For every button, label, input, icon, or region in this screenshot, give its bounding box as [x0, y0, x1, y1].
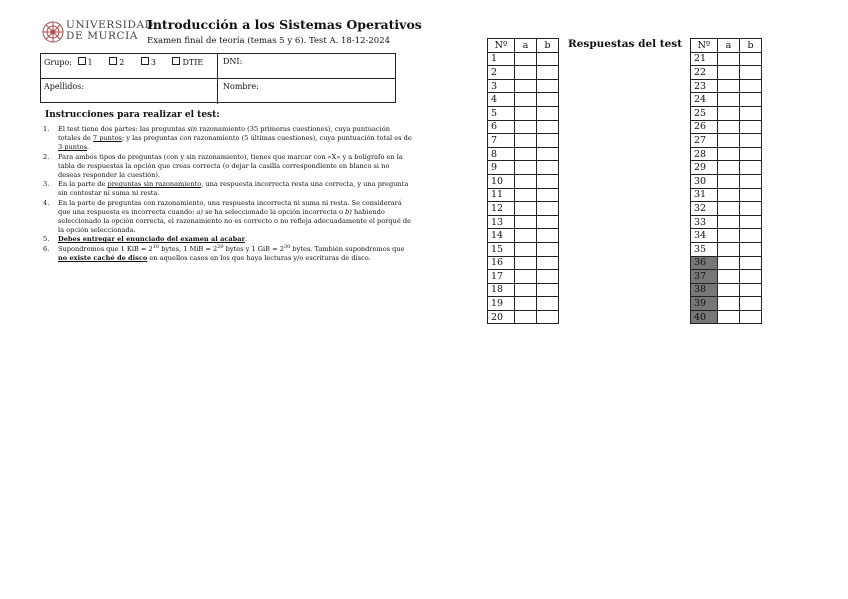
- answer-row: [691, 297, 762, 311]
- question-number: 26: [691, 120, 718, 134]
- answer-row: [691, 93, 762, 107]
- answer-cell-b[interactable]: [740, 147, 762, 161]
- instruction-text: ; y las preguntas: [121, 134, 180, 143]
- student-info-box: [40, 53, 396, 103]
- instruction-text: razonamiento (35 primeras cuestiones), cuya puntuación totales de: [58, 125, 390, 143]
- answer-cell-a[interactable]: [718, 79, 740, 93]
- instructions-title: Instrucciones para realizar el test:: [45, 110, 220, 120]
- answer-cell-b[interactable]: [537, 79, 559, 93]
- instruction-emphasis: b): [345, 207, 352, 216]
- answer-cell-b[interactable]: [740, 106, 762, 120]
- answer-cell-a[interactable]: [515, 106, 537, 120]
- question-number: 21: [691, 52, 718, 66]
- answer-cell-b[interactable]: [537, 120, 559, 134]
- instruction-text: bytes, 1 MiB = 2: [159, 244, 218, 253]
- answer-cell-b[interactable]: [740, 310, 762, 324]
- answer-row: [691, 229, 762, 243]
- answer-cell-b[interactable]: [537, 174, 559, 188]
- question-number: 10: [488, 174, 515, 188]
- answer-cell-b[interactable]: [740, 174, 762, 188]
- answer-cell-a[interactable]: [515, 134, 537, 148]
- question-number: 22: [691, 66, 718, 80]
- answer-cell-a[interactable]: [718, 174, 740, 188]
- question-number: 31: [691, 188, 718, 202]
- answer-cell-b[interactable]: [537, 52, 559, 66]
- question-number: 17: [488, 270, 515, 284]
- question-number: 33: [691, 215, 718, 229]
- question-number: 20: [488, 310, 515, 324]
- answer-row: [488, 147, 559, 161]
- answer-cell-b[interactable]: [740, 229, 762, 243]
- answer-cell-b[interactable]: [537, 134, 559, 148]
- answer-cell-a[interactable]: [515, 283, 537, 297]
- answer-cell-b[interactable]: [537, 66, 559, 80]
- col-number-header: Nº: [488, 39, 515, 53]
- instructions-list: [43, 125, 413, 263]
- answer-row: [488, 161, 559, 175]
- answer-cell-b[interactable]: [537, 283, 559, 297]
- answer-row: [488, 242, 559, 256]
- answer-cell-b[interactable]: [537, 270, 559, 284]
- instruction-bold-underline: Debes entregar el enunciado del examen al acabar: [58, 235, 246, 244]
- instruction-text: razonamiento (5 últimas cuestiones), cuya puntuación total es de: [191, 134, 412, 143]
- answer-cell-b[interactable]: [537, 202, 559, 216]
- student-info-row-2: [41, 79, 395, 104]
- logo-line1: UNIVERSIDAD: [66, 19, 154, 31]
- answer-table-2: [690, 38, 762, 324]
- answer-cell-b[interactable]: [537, 229, 559, 243]
- instruction-text: en aquellos casos en los que haya lecturas y/o escrituras de disco.: [147, 253, 371, 262]
- group-1-label: 1: [87, 58, 93, 67]
- answer-row: [691, 134, 762, 148]
- logo-text: [66, 20, 154, 42]
- answer-cell-a[interactable]: [515, 310, 537, 324]
- answer-cell-b[interactable]: [740, 134, 762, 148]
- answer-row: [691, 283, 762, 297]
- answer-cell-b[interactable]: [537, 215, 559, 229]
- answer-cell-b[interactable]: [740, 256, 762, 270]
- question-number: 39: [691, 297, 718, 311]
- answer-cell-a[interactable]: [515, 297, 537, 311]
- answer-cell-a[interactable]: [515, 256, 537, 270]
- answer-row: [691, 242, 762, 256]
- answer-cell-b[interactable]: [740, 79, 762, 93]
- question-number: 35: [691, 242, 718, 256]
- answer-table-header: [488, 39, 559, 53]
- instruction-emphasis: con: [179, 134, 192, 143]
- answer-row: [488, 297, 559, 311]
- answer-row: [691, 79, 762, 93]
- answer-cell-a[interactable]: [515, 161, 537, 175]
- instruction-item: [43, 245, 413, 263]
- instruction-text: bytes. También supondremos que: [290, 244, 405, 253]
- question-number: 29: [691, 161, 718, 175]
- university-seal-icon: [40, 18, 68, 46]
- answer-table-1: [487, 38, 559, 324]
- question-number: 24: [691, 93, 718, 107]
- question-number: 38: [691, 283, 718, 297]
- answer-cell-a[interactable]: [515, 174, 537, 188]
- answer-cell-a[interactable]: [718, 52, 740, 66]
- answer-cell-b[interactable]: [537, 310, 559, 324]
- group-dtie-checkbox[interactable]: [172, 57, 180, 65]
- col-number-header: Nº: [691, 39, 718, 53]
- answer-row: [691, 161, 762, 175]
- answer-cell-a[interactable]: [718, 188, 740, 202]
- question-number: 15: [488, 242, 515, 256]
- answer-row: [691, 215, 762, 229]
- answer-cell-a[interactable]: [718, 161, 740, 175]
- group-3-checkbox[interactable]: [141, 57, 149, 65]
- group-dtie-label: DTIE: [182, 58, 204, 67]
- answer-cell-a[interactable]: [718, 66, 740, 80]
- answer-cell-a[interactable]: [718, 120, 740, 134]
- answer-cell-b[interactable]: [740, 188, 762, 202]
- answer-cell-b[interactable]: [740, 242, 762, 256]
- answer-table-body: [488, 52, 559, 324]
- answer-cell-a[interactable]: [718, 242, 740, 256]
- answer-cell-b[interactable]: [740, 161, 762, 175]
- answer-cell-a[interactable]: [718, 256, 740, 270]
- group-2-checkbox[interactable]: [109, 57, 117, 65]
- instruction-item: [43, 153, 413, 181]
- answer-cell-a[interactable]: [718, 147, 740, 161]
- answer-table-header: [691, 39, 762, 53]
- group-3-label: 3: [150, 58, 156, 67]
- group-field: [44, 57, 203, 67]
- answer-cell-b[interactable]: [537, 161, 559, 175]
- question-number: 27: [691, 134, 718, 148]
- instruction-item: [43, 199, 413, 236]
- answer-row: [691, 106, 762, 120]
- answer-cell-b[interactable]: [740, 66, 762, 80]
- answer-cell-a[interactable]: [718, 310, 740, 324]
- question-number: 36: [691, 256, 718, 270]
- answer-row: [691, 52, 762, 66]
- answer-cell-a[interactable]: [515, 93, 537, 107]
- col-a-header: a: [515, 39, 537, 53]
- answer-row: [488, 229, 559, 243]
- question-number: 25: [691, 106, 718, 120]
- question-number: 28: [691, 147, 718, 161]
- answer-cell-b[interactable]: [537, 256, 559, 270]
- answer-cell-a[interactable]: [718, 297, 740, 311]
- logo-line2: DE MURCIA: [66, 30, 139, 42]
- question-number: 14: [488, 229, 515, 243]
- answer-row: [691, 202, 762, 216]
- instruction-underline: preguntas sin razonamiento: [107, 180, 202, 189]
- question-number: 6: [488, 120, 515, 134]
- instruction-text: , una respuesta incorrecta resta una correcta, y una pregunta sin contestar ni suma ni resta.: [58, 180, 409, 198]
- group-2-label: 2: [119, 58, 125, 67]
- question-number: 7: [488, 134, 515, 148]
- answer-cell-b[interactable]: [740, 120, 762, 134]
- instruction-text: Supondremos que 1 KiB = 2: [58, 244, 153, 253]
- answer-row: [691, 256, 762, 270]
- question-number: 37: [691, 270, 718, 284]
- answer-cell-b[interactable]: [537, 242, 559, 256]
- answer-cell-b[interactable]: [740, 202, 762, 216]
- answer-row: [488, 120, 559, 134]
- question-number: 11: [488, 188, 515, 202]
- answer-row: [488, 52, 559, 66]
- group-label: Grupo:: [44, 58, 72, 67]
- answer-row: [488, 270, 559, 284]
- instruction-bold-underline: no existe caché de disco: [58, 253, 148, 262]
- question-number: 12: [488, 202, 515, 216]
- instruction-number: 2.: [43, 152, 50, 161]
- question-number: 8: [488, 147, 515, 161]
- instruction-text: En la parte de: [58, 180, 108, 189]
- answer-cell-b[interactable]: [537, 147, 559, 161]
- answer-cell-b[interactable]: [740, 283, 762, 297]
- student-info-row-1: [41, 54, 395, 79]
- answer-row: [488, 79, 559, 93]
- answer-cell-a[interactable]: [515, 229, 537, 243]
- question-number: 40: [691, 310, 718, 324]
- answer-cell-b[interactable]: [740, 297, 762, 311]
- answer-row: [691, 120, 762, 134]
- question-number: 13: [488, 215, 515, 229]
- instruction-text: El test tiene dos partes: las preguntas: [58, 125, 188, 133]
- answer-row: [488, 66, 559, 80]
- answer-cell-b[interactable]: [740, 215, 762, 229]
- question-number: 9: [488, 161, 515, 175]
- answer-cell-a[interactable]: [718, 106, 740, 120]
- answer-row: [488, 106, 559, 120]
- instruction-underline: 7 puntos: [92, 134, 122, 143]
- answer-row: [691, 310, 762, 324]
- col-b-header: b: [537, 39, 559, 53]
- instruction-item: [43, 125, 413, 153]
- answer-row: [488, 202, 559, 216]
- question-number: 16: [488, 256, 515, 270]
- answer-cell-b[interactable]: [537, 106, 559, 120]
- dni-label: DNI:: [223, 57, 243, 66]
- instruction-text: En la parte de preguntas con razonamiento, una respuesta incorrecta ni suma ni resta. Se considerará que una respuesta es incorrecta cuando:: [58, 198, 402, 216]
- instruction-item: [43, 180, 413, 198]
- instruction-number: 4.: [43, 198, 50, 207]
- answers-heading: Respuestas del test: [568, 38, 683, 50]
- answer-cell-b[interactable]: [740, 270, 762, 284]
- answer-cell-a[interactable]: [718, 270, 740, 284]
- group-1-checkbox[interactable]: [78, 57, 86, 65]
- instruction-text: Para ambos tipos de preguntas (con y sin razonamiento), tienes que marcar con «X» y a bolígrafo en la tabla de respuestas la opción que creas correcta (o dejar la casilla correspondiente en blanco si no deseas responder la cuestión).: [58, 152, 403, 180]
- question-number: 23: [691, 79, 718, 93]
- field-divider: [217, 79, 218, 104]
- answer-cell-a[interactable]: [515, 52, 537, 66]
- field-divider: [217, 54, 218, 78]
- answer-cell-a[interactable]: [718, 202, 740, 216]
- answer-cell-a[interactable]: [515, 242, 537, 256]
- instruction-emphasis: sin: [187, 125, 198, 133]
- answer-row: [488, 188, 559, 202]
- answer-row: [488, 310, 559, 324]
- answer-cell-b[interactable]: [740, 93, 762, 107]
- answer-cell-a[interactable]: [718, 134, 740, 148]
- instruction-number: 3.: [43, 180, 50, 189]
- answer-cell-b[interactable]: [740, 52, 762, 66]
- answer-cell-a[interactable]: [515, 147, 537, 161]
- instruction-text: .: [245, 235, 248, 244]
- question-number: 4: [488, 93, 515, 107]
- answer-cell-a[interactable]: [515, 79, 537, 93]
- instruction-text: habiendo seleccionado la opción correcta, el razonamiento no es correcto o no refleja adecuadamente el porqué de la opción seleccionada.: [58, 207, 411, 235]
- exponent: 10: [152, 243, 160, 250]
- question-number: 32: [691, 202, 718, 216]
- exponent: 30: [283, 243, 291, 250]
- surname-label: Apellidos:: [44, 82, 85, 91]
- answer-cell-a[interactable]: [515, 188, 537, 202]
- answer-table-body: [691, 52, 762, 324]
- answer-cell-b[interactable]: [537, 188, 559, 202]
- answer-row: [488, 283, 559, 297]
- answer-row: [691, 270, 762, 284]
- exam-subtitle: Examen final de teoría (temas 5 y 6). Test A. 18-12-2024: [147, 36, 391, 46]
- instruction-text: se ha seleccionado la opción incorrecta o: [202, 207, 346, 216]
- answer-cell-a[interactable]: [718, 229, 740, 243]
- question-number: 30: [691, 174, 718, 188]
- instruction-underline: 3 puntos: [58, 143, 88, 152]
- answer-cell-a[interactable]: [515, 202, 537, 216]
- instruction-item: [43, 235, 413, 244]
- exponent: 20: [217, 243, 224, 250]
- exam-title: Introducción a los Sistemas Operativos: [147, 17, 422, 32]
- answer-row: [488, 174, 559, 188]
- question-number: 18: [488, 283, 515, 297]
- answer-row: [488, 215, 559, 229]
- answer-row: [488, 134, 559, 148]
- instruction-text: bytes y 1 GiB = 2: [223, 244, 284, 253]
- question-number: 3: [488, 79, 515, 93]
- instruction-number: 5.: [43, 235, 50, 244]
- answer-row: [691, 174, 762, 188]
- instruction-text: .: [87, 143, 90, 152]
- question-number: 1: [488, 52, 515, 66]
- answer-row: [691, 66, 762, 80]
- col-a-header: a: [718, 39, 740, 53]
- answer-cell-a[interactable]: [718, 215, 740, 229]
- question-number: 34: [691, 229, 718, 243]
- answer-cell-a[interactable]: [718, 283, 740, 297]
- answer-cell-a[interactable]: [515, 66, 537, 80]
- answer-row: [488, 93, 559, 107]
- col-b-header: b: [740, 39, 762, 53]
- answer-cell-a[interactable]: [718, 93, 740, 107]
- question-number: 5: [488, 106, 515, 120]
- question-number: 2: [488, 66, 515, 80]
- name-label: Nombre:: [223, 82, 259, 91]
- answer-cell-b[interactable]: [537, 297, 559, 311]
- answer-cell-a[interactable]: [515, 215, 537, 229]
- answer-cell-a[interactable]: [515, 270, 537, 284]
- answer-cell-a[interactable]: [515, 120, 537, 134]
- instruction-number: 6.: [43, 244, 50, 253]
- answer-cell-b[interactable]: [537, 93, 559, 107]
- university-logo: [40, 18, 154, 46]
- question-number: 19: [488, 297, 515, 311]
- answer-row: [488, 256, 559, 270]
- instruction-emphasis: a): [196, 207, 203, 216]
- instruction-number: 1.: [43, 125, 50, 133]
- answer-row: [691, 147, 762, 161]
- answer-row: [691, 188, 762, 202]
